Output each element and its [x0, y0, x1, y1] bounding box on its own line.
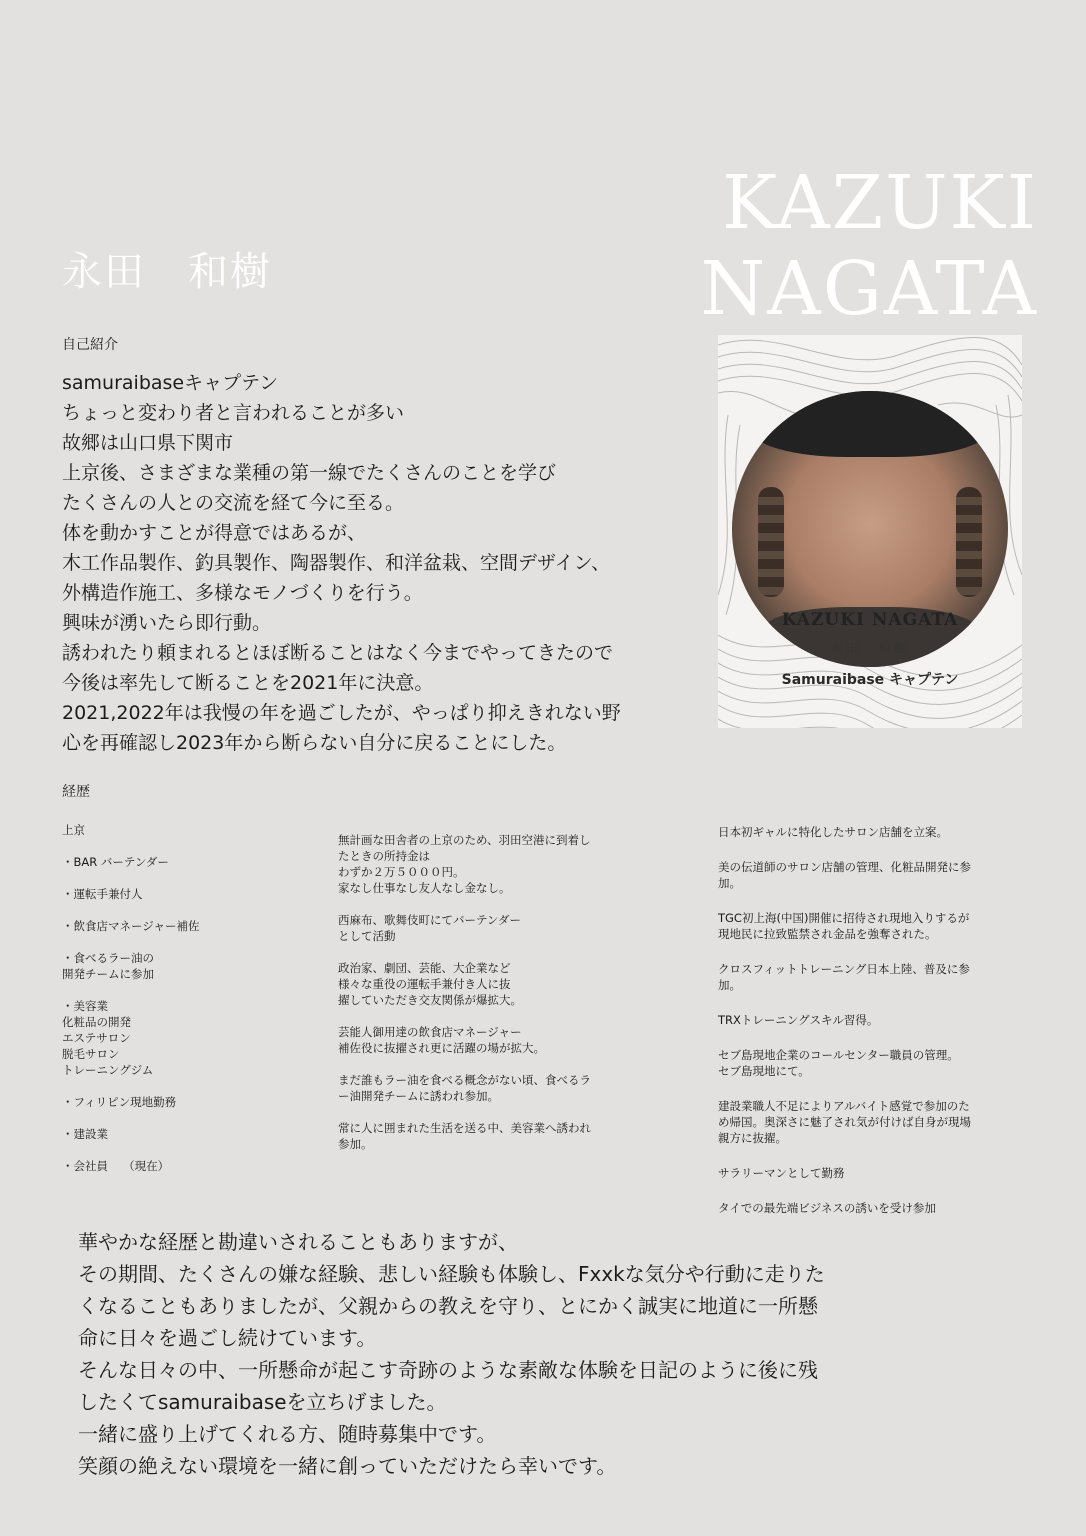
name-english-line2: NAGATA [700, 246, 1038, 332]
intro-text [62, 368, 722, 758]
career-achievement: 美の伝道師のサロン店舗の管理、化粧品開発に参 加。 [718, 860, 971, 890]
intro-line: 上京後、さまざまな業種の第一線でたくさんのことを学び [62, 462, 557, 484]
career-column-details [338, 832, 638, 1168]
closing-message [78, 1226, 998, 1482]
career-detail: まだ誰もラー油を食べる概念がない頃、食べるラ ー油開発チームに誘われ参加。 [338, 1073, 591, 1103]
intro-line: 故郷は山口県下関市 [62, 432, 234, 454]
intro-line: 興味が湧いたら即行動。 [62, 612, 272, 634]
name-english [701, 160, 1038, 332]
photo-name-english: KAZUKI NAGATA [781, 610, 959, 630]
closing-line: その期間、たくさんの嫌な経験、悲しい経験も体験し、Fxxkな気分や行動に走りた [78, 1262, 825, 1286]
intro-line: ちょっと変わり者と言われることが多い [62, 402, 405, 424]
career-detail: 西麻布、歌舞伎町にてバーテンダー として活動 [338, 913, 521, 943]
career-item: ・美容業 化粧品の開発 エステサロン 脱毛サロン トレーニングジム [62, 999, 154, 1077]
career-achievement: サラリーマンとして勤務 [718, 1166, 845, 1180]
intro-line: たくさんの人との交流を経て今に至る。 [62, 492, 405, 514]
career-item: ・BAR バーテンダー [62, 855, 169, 869]
career-achievement: 日本初ギャルに特化したサロン店舗を立案。 [718, 825, 948, 839]
career-detail: 芸能人御用達の飲食店マネージャー 補佐役に抜擢され更に活躍の場が拡大。 [338, 1025, 545, 1055]
career-achievement: クロスフィットトレーニング日本上陸、普及に参 加。 [718, 962, 970, 992]
closing-line: したくてsamuraibaseを立ちげました。 [78, 1390, 447, 1414]
left-braid [758, 487, 784, 597]
closing-line: 命に日々を過ごし続けています。 [78, 1326, 377, 1350]
closing-line: そんな日々の中、一所懸命が起こす奇跡のような素敵な体験を日記のように後に残 [78, 1358, 818, 1382]
closing-line: 一緒に盛り上げてくれる方、随時募集中です。 [78, 1422, 497, 1446]
intro-label: 自己紹介 [62, 337, 118, 353]
career-column-achievements [718, 824, 1018, 1235]
career-achievement: TRXトレーニングスキル習得。 [718, 1013, 879, 1027]
career-detail: 無計画な田舎者の上京のため、羽田空港に到着し たときの所持金は わずか２万５０００円。 家なし仕事なし友人なし金なし。 [338, 833, 591, 895]
career-item: ・会社員 （現在） [62, 1159, 170, 1173]
career-item: 上京 [62, 823, 85, 837]
career-item: ・運転手兼付人 [62, 887, 143, 901]
career-item: ・建設業 [62, 1127, 108, 1141]
intro-line: 木工作品製作、釣具製作、陶器製作、和洋盆栽、空間デザイン、 [62, 552, 611, 574]
career-item: ・フィリピン現地勤務 [62, 1095, 177, 1109]
intro-line: 体を動かすことが得意ではあるが、 [62, 522, 367, 544]
intro-line: 2021,2022年は我慢の年を過ごしたが、やっぱり抑えきれない野 [62, 702, 621, 724]
intro-line: 今後は率先して断ることを2021年に決意。 [62, 672, 434, 694]
profile-photo-card [718, 335, 1022, 728]
career-item: ・飲食店マネージャー補佐 [62, 919, 200, 933]
career-achievement: TGC初上海(中国)開催に招待され現地入りするが 現地民に拉致監禁され金品を強奪された。 [718, 911, 970, 941]
right-braid [956, 487, 982, 597]
closing-line: 華やかな経歴と勘違いされることもありますが、 [78, 1230, 518, 1254]
closing-line: 笑顔の絶えない環境を一緒に創っていただけたら幸いです。 [78, 1454, 617, 1478]
career-item: ・食べるラー油の 開発チームに参加 [62, 951, 154, 981]
career-achievement: 建設業職人不足によりアルバイト感覚で参加のた め帰国。奥深さに魅了され気が付けば自身が現場 親方に抜擢。 [718, 1099, 971, 1145]
name-japanese: 永田 和樹 [62, 249, 272, 295]
photo-title: Samuraibase キャプテン [781, 672, 959, 688]
intro-line: 心を再確認し2023年から断らない自分に戻ることにした。 [62, 732, 567, 754]
career-achievement: セブ島現地企業のコールセンター職員の管理。 セブ島現地にて。 [718, 1048, 959, 1078]
career-detail: 常に人に囲まれた生活を送る中、美容業へ誘われ 参加。 [338, 1121, 591, 1151]
cap-shape [752, 391, 988, 457]
name-english-line1: KAZUKI [721, 160, 1038, 246]
closing-line: くなることもありましたが、父親からの教えを守り、とにかく誠実に地道に一所懸 [78, 1294, 818, 1318]
career-detail: 政治家、劇団、芸能、大企業など 様々な重役の運転手兼付き人に抜 擢していただき交友関係が爆拡大。 [338, 961, 522, 1007]
photo-name-japanese: 永田 和樹 [829, 641, 910, 655]
intro-line: 外構造作施工、多様なモノづくりを行う。 [62, 582, 423, 604]
career-column-list [62, 822, 302, 1190]
intro-line: 誘われたり頼まれるとほぼ断ることはなく今までやってきたので [62, 642, 614, 664]
career-label: 経歴 [62, 784, 90, 800]
career-achievement: タイでの最先端ビジネスの誘いを受け参加 [718, 1201, 936, 1215]
intro-line: samuraibaseキャプテン [62, 372, 279, 394]
